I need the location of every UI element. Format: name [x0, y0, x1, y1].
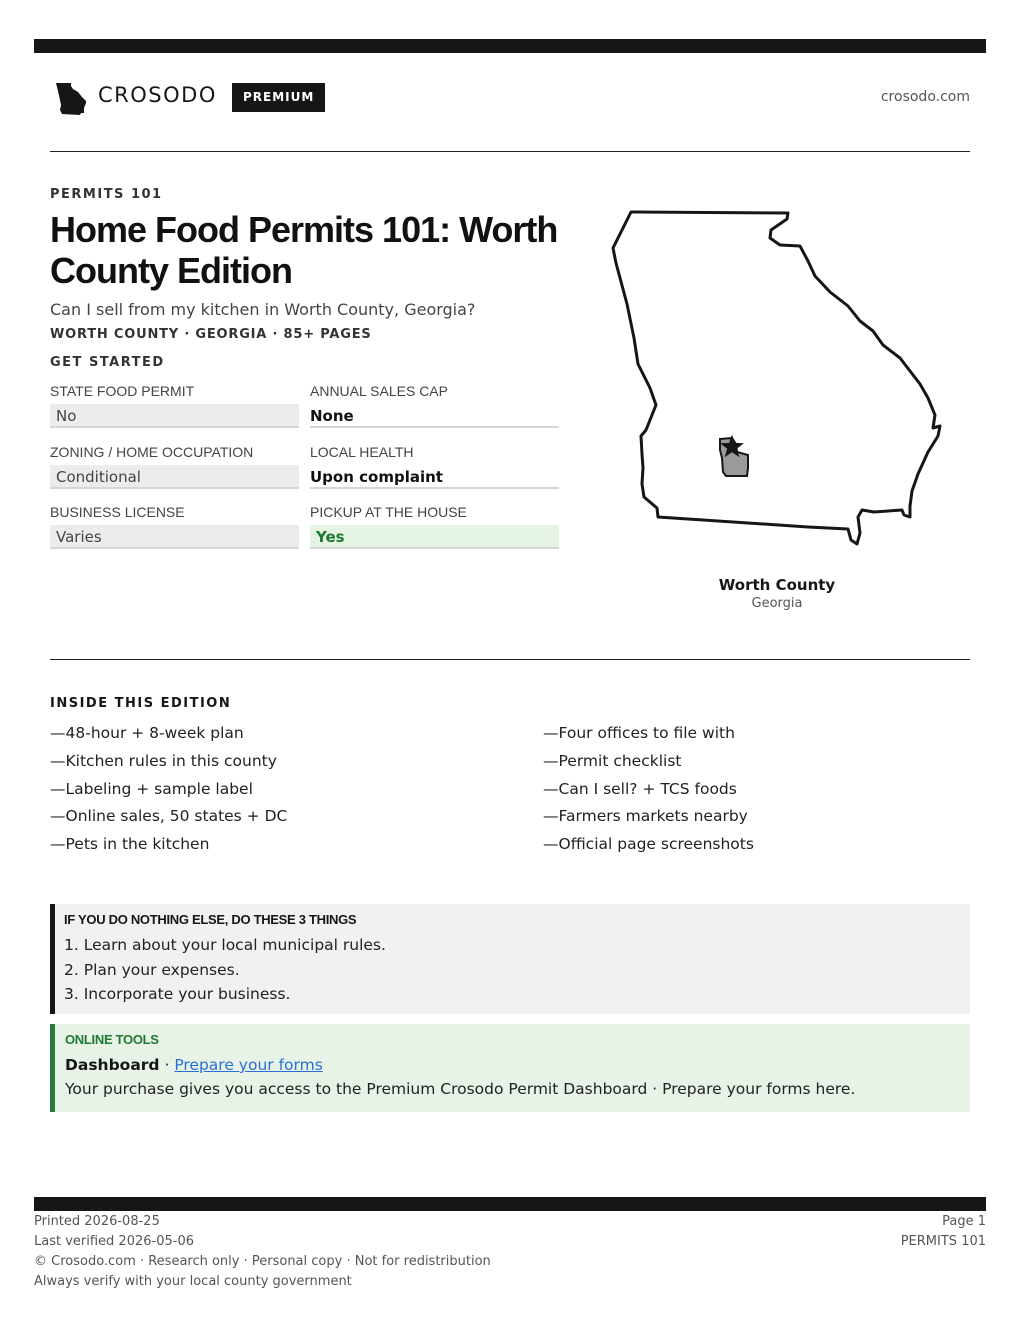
field-value: No	[50, 404, 299, 428]
get-started-label: GET STARTED	[50, 355, 165, 370]
list-item: —Farmers markets nearby	[543, 807, 748, 826]
field-label: LOCAL HEALTH	[310, 444, 414, 460]
brand-name: CROSODO	[98, 83, 217, 107]
field-annual-sales-cap	[310, 382, 559, 428]
page-number: Page 1	[942, 1214, 986, 1229]
list-item: —Labeling + sample label	[50, 779, 253, 798]
list-item: —Kitchen rules in this county	[50, 751, 277, 770]
kicker: PERMITS 101	[50, 187, 163, 202]
section-divider	[50, 659, 970, 660]
georgia-logo-icon	[54, 80, 88, 116]
field-label: ANNUAL SALES CAP	[310, 383, 448, 399]
field-pickup-at-house	[310, 503, 559, 549]
inside-edition-title: INSIDE THIS EDITION	[50, 696, 232, 711]
list-item: —Four offices to file with	[543, 724, 735, 742]
callout-title: IF YOU DO NOTHING ELSE, DO THESE 3 THINGS	[64, 912, 357, 927]
field-label: STATE FOOD PERMIT	[50, 383, 195, 399]
field-value: Yes	[310, 525, 559, 549]
list-item: —Official page screenshots	[543, 835, 754, 854]
list-item: —Online sales, 50 states + DC	[50, 807, 288, 826]
prepare-forms-link[interactable]: Prepare your forms	[174, 1056, 323, 1074]
list-item: 3. Incorporate your business.	[64, 985, 291, 1003]
verified-date: Last verified 2026-05-06	[34, 1234, 194, 1249]
field-label: PICKUP AT THE HOUSE	[310, 504, 467, 520]
footer-section: PERMITS 101	[900, 1234, 986, 1249]
georgia-outline	[613, 212, 940, 544]
top-bar	[34, 39, 986, 53]
field-business-license	[50, 503, 299, 549]
field-value: None	[310, 404, 559, 428]
edition-meta: WORTH COUNTY · GEORGIA · 85+ PAGES	[50, 327, 372, 342]
dashboard-label: Dashboard	[65, 1056, 160, 1074]
online-tools-title: ONLINE TOOLS	[65, 1032, 159, 1047]
list-item: —Can I sell? + TCS foods	[543, 779, 737, 798]
list-item: 2. Plan your expenses.	[64, 960, 240, 979]
contents-list-left	[50, 722, 287, 861]
page-title: Home Food Permits 101: Worth County Edition	[50, 209, 558, 291]
field-label: BUSINESS LICENSE	[50, 504, 185, 520]
page-subtitle: Can I sell from my kitchen in Worth County, Georgia?	[50, 300, 476, 319]
separator: ·	[159, 1056, 175, 1074]
field-local-health	[310, 443, 559, 489]
disclaimer: Always verify with your local county government	[34, 1274, 352, 1289]
map-county-label: Worth County	[718, 576, 836, 594]
callout-list	[64, 934, 970, 1008]
site-link[interactable]: crosodo.com	[880, 89, 970, 105]
field-state-food-permit	[50, 382, 299, 428]
online-tools-box	[50, 1024, 970, 1112]
map-state-label: Georgia	[751, 596, 803, 611]
field-zoning	[50, 443, 299, 489]
list-item: 1. Learn about your local municipal rules.	[64, 936, 386, 954]
header-divider	[50, 151, 970, 152]
bottom-bar	[34, 1197, 986, 1211]
three-things-callout	[50, 904, 970, 1014]
list-item: —Pets in the kitchen	[50, 835, 210, 854]
field-value: Varies	[50, 525, 299, 549]
footer-right	[901, 1212, 986, 1252]
printed-date: Printed 2026-08-25	[34, 1214, 160, 1229]
header	[50, 78, 970, 118]
tools-description: Your purchase gives you access to the Premium Crosodo Permit Dashboard · Prepare your forms here.	[65, 1080, 856, 1098]
list-item: —Permit checklist	[543, 751, 682, 770]
field-label: ZONING / HOME OCCUPATION	[50, 444, 254, 460]
copyright: © Crosodo.com · Research only · Personal copy · Not for redistribution	[34, 1254, 491, 1269]
tools-link-line	[65, 1054, 970, 1078]
list-item: —48-hour + 8-week plan	[50, 724, 244, 742]
premium-badge: PREMIUM	[232, 83, 325, 112]
contents-list-right	[543, 722, 754, 861]
field-value: Conditional	[50, 465, 299, 489]
georgia-map	[608, 206, 948, 552]
field-value: Upon complaint	[310, 465, 559, 489]
footer-left	[34, 1212, 491, 1292]
